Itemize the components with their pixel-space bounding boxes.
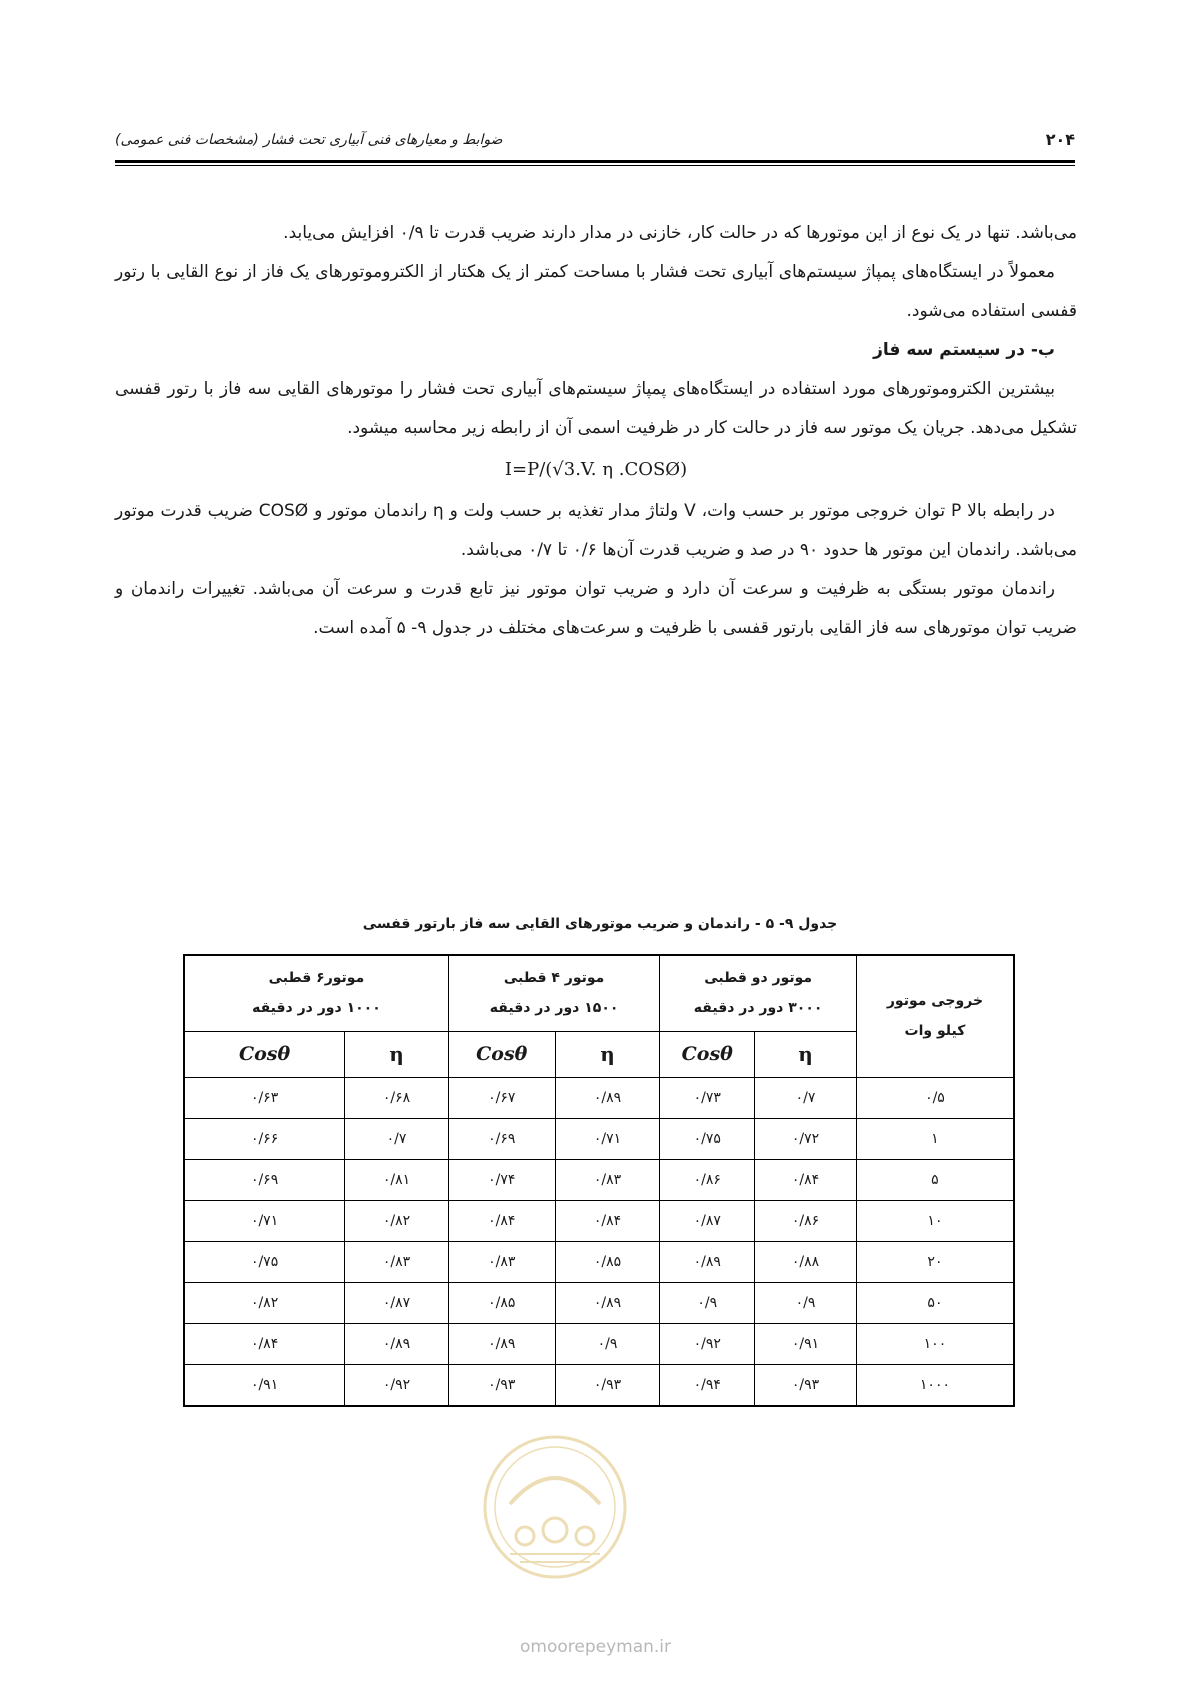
table-row	[184, 1159, 1014, 1200]
cell-cos-2-pole: ۰/۸۹	[660, 1241, 755, 1282]
cell-cos-6-pole: ۰/۸۲	[184, 1282, 345, 1323]
watermark-site: omoorepeyman.ir	[519, 1637, 672, 1657]
paragraph-5: راندمان موتور بستگی به ظرفیت و سرعت آن دارد و ضریب توان موتور نیز تابع قدرت و سرعت آن می‌باشد. تغییرات راندمان و ضریب توان موتورهای سه فاز القایی بارتور قفسی با ظرفیت و سرعت‌های مختلف در جدول ۹- ۵ آمده است.	[115, 579, 1077, 638]
cell-cos-4-pole: ۰/۷۴	[448, 1159, 555, 1200]
cell-cos-4-pole: ۰/۸۹	[448, 1323, 555, 1364]
table-row	[184, 1077, 1014, 1118]
cell-kw: ۵۰	[856, 1282, 1014, 1323]
output-header-unit: کیلو وات	[904, 1023, 966, 1040]
cell-eta-2-pole: ۰/۹۱	[755, 1323, 857, 1364]
cell-eta-6-pole: ۰/۸۲	[345, 1200, 449, 1241]
cell-eta-2-pole: ۰/۷	[755, 1077, 857, 1118]
cell-kw: ۲۰	[856, 1241, 1014, 1282]
current-formula: I=P/(√3.V. η .COSØ)	[504, 459, 688, 480]
paragraph-3: بیشترین الکتروموتورهای مورد استفاده در ایستگاه‌های پمپاژ سیستم‌های آبیاری تحت فشار را موتورهای القایی سه فاز با رتور قفسی تشکیل می‌دهد. جریان یک موتور سه فاز در حالت کار در ظرفیت اسمی آن از رابطه زیر محاسبه میشود.	[115, 379, 1077, 438]
cell-kw: ۰/۵	[856, 1077, 1014, 1118]
table-body	[184, 1077, 1014, 1406]
table-row	[184, 1118, 1014, 1159]
cell-eta-6-pole: ۰/۸۱	[345, 1159, 449, 1200]
cell-cos-2-pole: ۰/۹۴	[660, 1364, 755, 1406]
cell-cos-4-pole: ۰/۸۵	[448, 1282, 555, 1323]
paragraph-4: در رابطه بالا P توان خروجی موتور بر حسب وات، V ولتاژ مدار تغذیه بر حسب ولت و η راندمان موتور و COSØ ضریب قدرت موتور می‌باشد. راندمان این موتور ها حدود ۹۰ در صد و ضریب قدرت آن‌ها ۰/۶ تا ۰/۷ می‌باشد.	[115, 501, 1077, 560]
group-2-pole-title: موتور دو قطبی	[704, 970, 813, 987]
cell-eta-4-pole: ۰/۹	[555, 1323, 660, 1364]
page-number: ۲۰۴	[1045, 130, 1075, 149]
cell-cos-6-pole: ۰/۷۱	[184, 1200, 345, 1241]
eta-header: η	[555, 1031, 660, 1077]
body-text	[115, 214, 1077, 648]
cell-cos-2-pole: ۰/۹	[660, 1282, 755, 1323]
group-header-6-pole	[184, 955, 448, 1031]
cell-eta-6-pole: ۰/۸۹	[345, 1323, 449, 1364]
cell-eta-6-pole: ۰/۷	[345, 1118, 449, 1159]
cell-eta-6-pole: ۰/۸۳	[345, 1241, 449, 1282]
cell-eta-6-pole: ۰/۶۸	[345, 1077, 449, 1118]
cell-cos-4-pole: ۰/۸۳	[448, 1241, 555, 1282]
output-header	[856, 955, 1014, 1077]
cell-eta-2-pole: ۰/۸۴	[755, 1159, 857, 1200]
group-6-pole-title: موتور۶ قطبی	[268, 970, 365, 987]
cos-header: Cosθ	[184, 1031, 345, 1077]
cell-eta-4-pole: ۰/۸۳	[555, 1159, 660, 1200]
cell-eta-4-pole: ۰/۸۹	[555, 1282, 660, 1323]
table-row	[184, 1241, 1014, 1282]
cell-cos-4-pole: ۰/۶۹	[448, 1118, 555, 1159]
cell-cos-2-pole: ۰/۸۷	[660, 1200, 755, 1241]
cell-eta-2-pole: ۰/۸۶	[755, 1200, 857, 1241]
cell-eta-2-pole: ۰/۷۲	[755, 1118, 857, 1159]
group-4-pole-title: موتور ۴ قطبی	[503, 970, 605, 987]
cell-eta-2-pole: ۰/۹۳	[755, 1364, 857, 1406]
cell-cos-2-pole: ۰/۷۳	[660, 1077, 755, 1118]
cell-cos-6-pole: ۰/۶۹	[184, 1159, 345, 1200]
group-header-2-pole	[660, 955, 857, 1031]
cell-eta-2-pole: ۰/۸۸	[755, 1241, 857, 1282]
group-6-pole-speed: ۱۰۰۰ دور در دقیقه	[252, 1000, 381, 1017]
cell-eta-4-pole: ۰/۷۱	[555, 1118, 660, 1159]
cell-eta-4-pole: ۰/۸۵	[555, 1241, 660, 1282]
header-rule-thin	[115, 165, 1075, 166]
cell-eta-6-pole: ۰/۸۷	[345, 1282, 449, 1323]
watermark-logo-icon	[480, 1432, 630, 1582]
cos-header: Cosθ	[660, 1031, 755, 1077]
cell-cos-2-pole: ۰/۷۵	[660, 1118, 755, 1159]
cell-eta-4-pole: ۰/۸۴	[555, 1200, 660, 1241]
cell-cos-6-pole: ۰/۶۳	[184, 1077, 345, 1118]
table-caption: جدول ۹- ۵ - راندمان و ضریب موتورهای القایی سه فاز بارتور قفسی	[362, 916, 838, 932]
section-subheading: ب- در سیستم سه فاز	[873, 340, 1055, 360]
cell-cos-2-pole: ۰/۸۶	[660, 1159, 755, 1200]
table-row	[184, 1364, 1014, 1406]
eta-header: η	[345, 1031, 449, 1077]
paragraph-1: می‌باشد. تنها در یک نوع از این موتورها که در حالت کار، خازنی در مدار دارند ضریب قدرت تا ۰/۹ افزایش می‌یابد.	[283, 223, 1077, 243]
cell-eta-4-pole: ۰/۸۹	[555, 1077, 660, 1118]
cell-eta-4-pole: ۰/۹۳	[555, 1364, 660, 1406]
cell-kw: ۱۰۰	[856, 1323, 1014, 1364]
cell-cos-6-pole: ۰/۸۴	[184, 1323, 345, 1364]
cell-cos-4-pole: ۰/۸۴	[448, 1200, 555, 1241]
running-header	[115, 128, 1075, 154]
cell-kw: ۱۰۰۰	[856, 1364, 1014, 1406]
cell-kw: ۵	[856, 1159, 1014, 1200]
cell-eta-6-pole: ۰/۹۲	[345, 1364, 449, 1406]
cell-cos-6-pole: ۰/۷۵	[184, 1241, 345, 1282]
running-title: ضوابط و معیارهای فنی آبیاری تحت فشار (مشخصات فنی عمومی)	[115, 132, 503, 148]
cell-eta-2-pole: ۰/۹	[755, 1282, 857, 1323]
cell-cos-6-pole: ۰/۶۶	[184, 1118, 345, 1159]
cell-cos-6-pole: ۰/۹۱	[184, 1364, 345, 1406]
motor-efficiency-table	[183, 954, 1015, 1407]
cell-cos-4-pole: ۰/۹۳	[448, 1364, 555, 1406]
group-4-pole-speed: ۱۵۰۰ دور در دقیقه	[489, 1000, 619, 1017]
group-2-pole-speed: ۳۰۰۰ دور در دقیقه	[693, 1000, 823, 1017]
cell-cos-2-pole: ۰/۹۲	[660, 1323, 755, 1364]
header-rule-thick	[115, 160, 1075, 163]
cell-kw: ۱۰	[856, 1200, 1014, 1241]
cos-header: Cosθ	[448, 1031, 555, 1077]
eta-header: η	[755, 1031, 857, 1077]
table-row	[184, 1323, 1014, 1364]
paragraph-2: معمولاً در ایستگاه‌های پمپاژ سیستم‌های آبیاری تحت فشار با مساحت کمتر از یک هکتار از الکتروموتورهای یک فاز از نوع القایی با رتور قفسی استفاده می‌شود.	[115, 262, 1077, 321]
group-header-4-pole	[448, 955, 659, 1031]
cell-cos-4-pole: ۰/۶۷	[448, 1077, 555, 1118]
table-row	[184, 1200, 1014, 1241]
cell-kw: ۱	[856, 1118, 1014, 1159]
output-header-title: خروجی موتور	[886, 993, 984, 1010]
table-row	[184, 1282, 1014, 1323]
